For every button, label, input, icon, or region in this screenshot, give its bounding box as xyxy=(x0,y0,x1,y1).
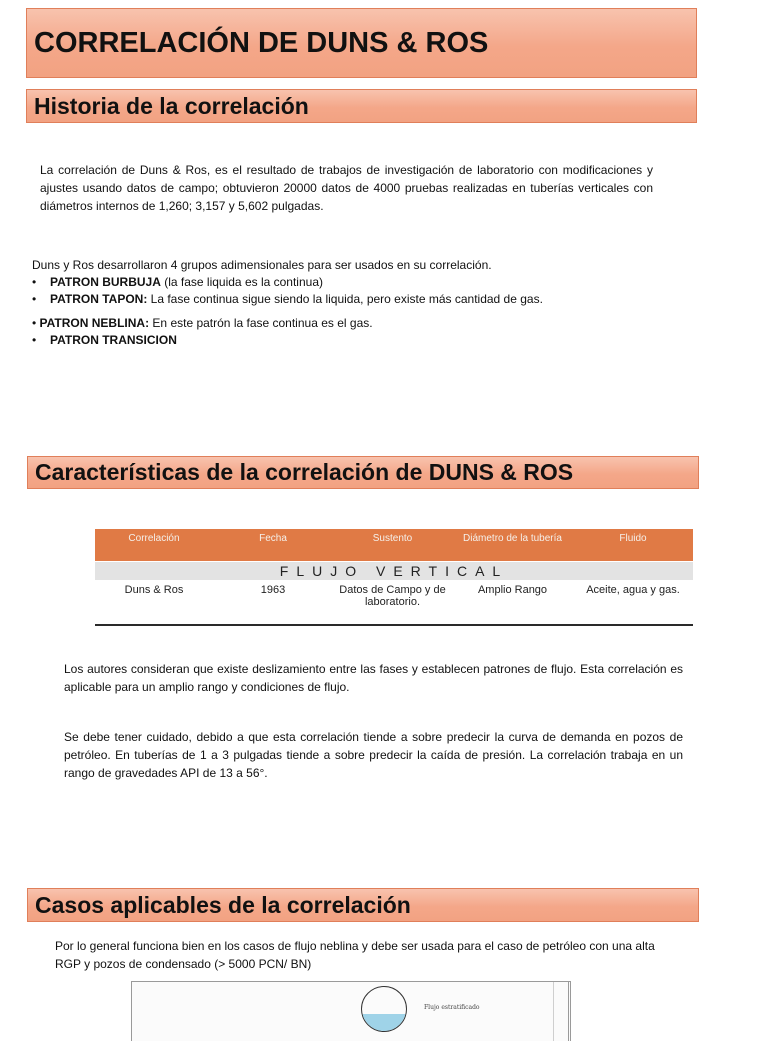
section-heading-caracteristicas: Características de la correlación de DUNS & ROS xyxy=(27,456,699,489)
bullet-marker: • xyxy=(32,292,37,306)
table-bottom-rule xyxy=(95,624,693,626)
bullet-marker: • xyxy=(32,316,37,330)
autores-paragraph: Los autores consideran que existe deslizamiento entre las fases y establecen patrones de flujo. Esta correlación es aplicable para un amplio rango y condiciones de flujo. xyxy=(64,662,683,694)
correlation-table xyxy=(95,529,693,626)
flow-pattern-figure xyxy=(131,981,571,1041)
bullet-term: PATRON TAPON: xyxy=(50,292,148,306)
table-header-cell: Correlación xyxy=(128,533,180,544)
pipe-cross-section xyxy=(361,986,407,1032)
bullet-term: PATRON NEBLINA: xyxy=(39,316,150,330)
bullet-term: PATRON BURBUJA xyxy=(50,275,161,289)
table-cell: Duns & Ros xyxy=(124,584,184,596)
table-cell: 1963 xyxy=(260,584,286,596)
bullet-text: (la fase liquida es la continua) xyxy=(160,275,323,289)
historia-paragraph: La correlación de Duns & Ros, es el resultado de trabajos de investigación de laboratorio con modificaciones y ajustes usando datos de campo; obtuvieron 20000 datos de 4000 pruebas realizadas en tuberías verticales con diámetros internos de 1,260; 3,157 y 5,602 pulgadas. xyxy=(40,163,653,213)
casos-paragraph: Por lo general funciona bien en los casos de flujo neblina y debe ser usada para el caso de petróleo con una alta RGP y pozos de condensado (> 5000 PCN/ BN) xyxy=(55,939,655,971)
bullet-marker: • xyxy=(32,275,37,289)
document-title: CORRELACIÓN DE DUNS & ROS xyxy=(26,8,697,78)
bullet-patron-tapon xyxy=(32,291,543,307)
table-row xyxy=(95,580,693,624)
bullet-patron-transicion xyxy=(32,332,177,348)
grupos-intro: Duns y Ros desarrollaron 4 grupos adimensionales para ser usados en su correlación. xyxy=(32,258,492,272)
bullet-text: En este patrón la fase continua es el gas. xyxy=(149,316,373,330)
table-header-row xyxy=(95,529,693,561)
table-header-cell: Diámetro de la tubería xyxy=(463,533,562,544)
bullet-patron-burbuja xyxy=(32,274,323,290)
table-cell: Datos de Campo y de laboratorio. xyxy=(339,584,446,608)
section-heading-casos: Casos aplicables de la correlación xyxy=(27,888,699,922)
figure-border xyxy=(568,982,569,1041)
table-section-label: FLUJO VERTICAL xyxy=(95,561,693,580)
bullet-term: PATRON TRANSICION xyxy=(50,333,177,347)
section-heading-historia: Historia de la correlación xyxy=(26,89,697,123)
table-cell: Aceite, agua y gas. xyxy=(586,584,680,596)
cuidado-paragraph: Se debe tener cuidado, debido a que esta correlación tiende a sobre predecir la curva de demanda en pozos de petróleo. En tuberías de 1 a 3 pulgadas tiende a sobre predecir la caída de presión. La correlación trabaja en un rango de gravedades API de 13 a 56°. xyxy=(64,730,683,780)
figure-divider xyxy=(553,982,554,1041)
table-header-cell: Fluido xyxy=(619,533,647,544)
figure-label: Flujo estratificado xyxy=(424,1004,480,1011)
bullet-text: La fase continua sigue siendo la liquida, pero existe más cantidad de gas. xyxy=(147,292,543,306)
liquid-fill xyxy=(362,1014,406,1031)
table-cell: Amplio Rango xyxy=(477,584,548,596)
table-header-cell: Sustento xyxy=(372,533,413,544)
bullet-patron-neblina xyxy=(32,315,373,331)
bullet-marker: • xyxy=(32,333,37,347)
table-header-cell: Fecha xyxy=(259,533,287,544)
